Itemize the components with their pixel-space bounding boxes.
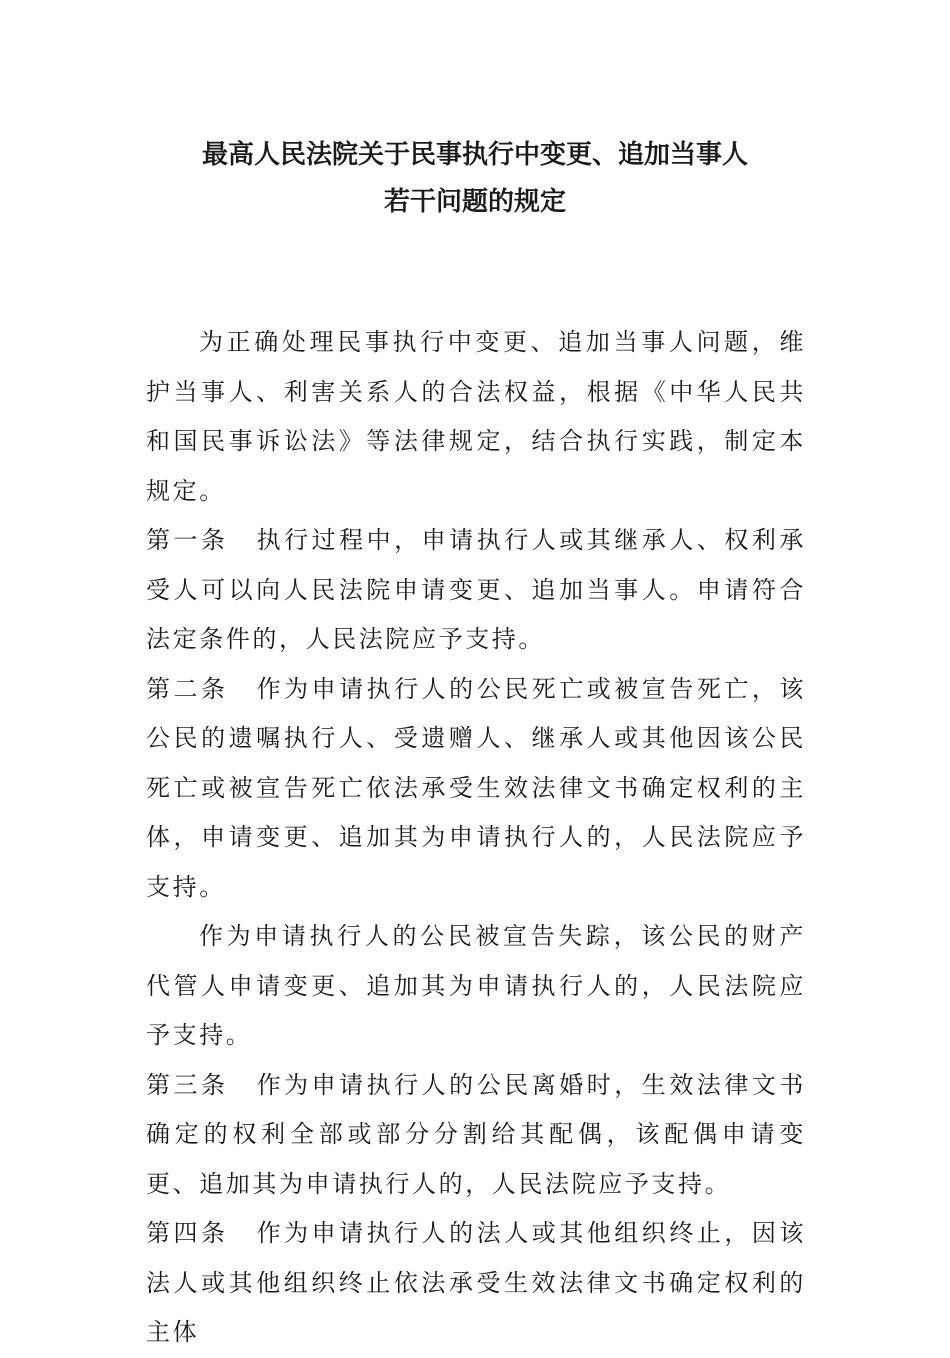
article-1: [146, 516, 806, 665]
article-2-paragraph-2: 作为申请执行人的公民被宣告失踪，该公民的财产代管人申请变更、追加其为申请执行人的，人民法院应予支持。: [146, 922, 806, 1049]
preamble-paragraph: 为正确处理民事执行中变更、追加当事人问题，维护当事人、利害关系人的合法权益，根据《中华人民共和国民事诉讼法》等法律规定，结合执行实践，制定本规定。: [146, 328, 806, 505]
article-2: [146, 665, 806, 913]
document-title-line-1: 最高人民法院关于民事执行中变更、追加当事人: [201, 140, 748, 170]
article-number: 第一条: [146, 526, 229, 554]
article-number: 第二条: [146, 674, 229, 703]
article-text: 作为申请执行人的公民离婚时，生效法律文书确定的权利全部或部分分割给其配偶，该配偶申请变更、追加其为申请执行人的，人民法院应予支持。: [146, 1070, 806, 1198]
article-text: 执行过程中，申请执行人或其继承人、权利承受人可以向人民法院申请变更、追加当事人。申请符合法定条件的，人民法院应予支持。: [146, 526, 806, 653]
document-title-line-2: 若干问题的规定: [383, 187, 566, 217]
article-number: 第四条: [146, 1219, 229, 1247]
article-text: 作为申请执行人的公民死亡或被宣告死亡，该公民的遗嘱执行人、受遗赠人、继承人或其他因该公民死亡或被宣告死亡依法承受生效法律文书确定权利的主体，申请变更、追加其为申请执行人的，人民法院应予支持。: [146, 674, 806, 901]
document-body: [146, 318, 806, 1358]
article-3: [146, 1061, 806, 1210]
article-4: [146, 1209, 806, 1358]
article-number: 第三条: [146, 1070, 229, 1099]
article-text: 作为申请执行人的法人或其他组织终止，因该法人或其他组织终止依法承受生效法律文书确定权利的主体: [146, 1219, 806, 1346]
